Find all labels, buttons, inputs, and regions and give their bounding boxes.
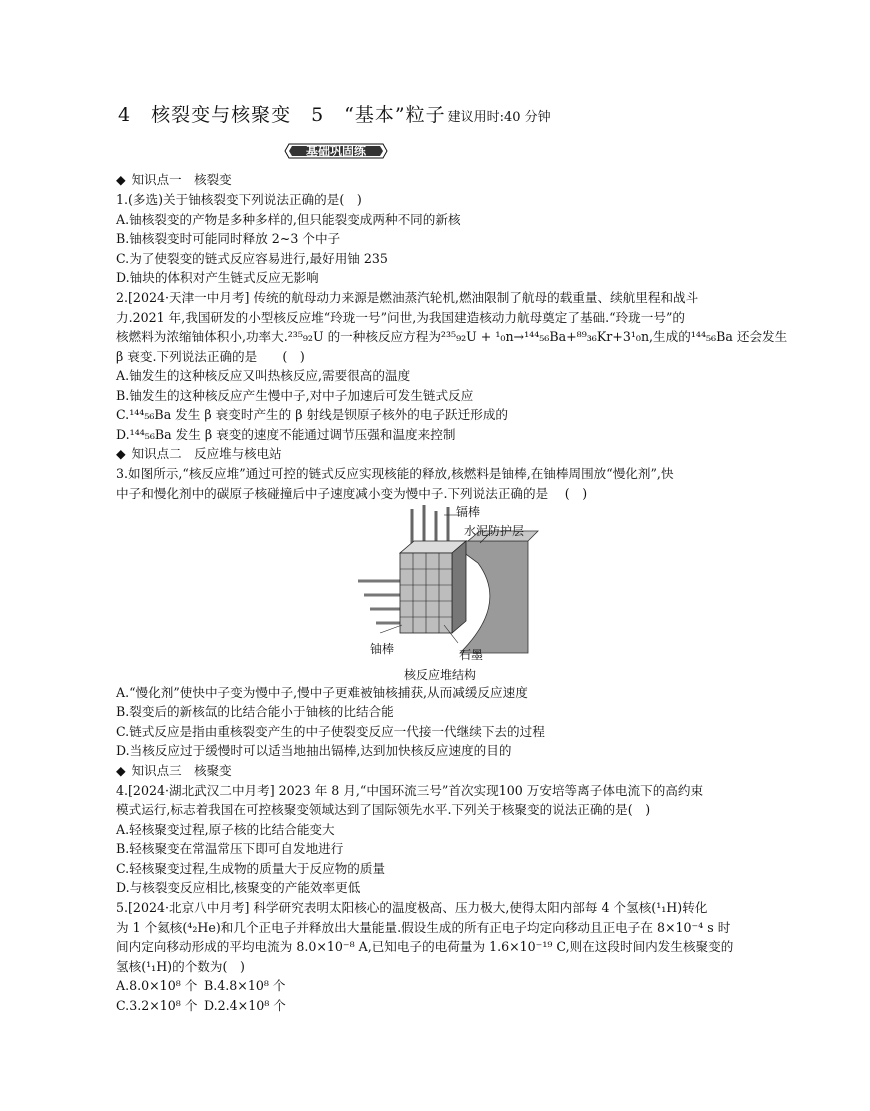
banner-basic-practice xyxy=(283,140,389,162)
q4-line-2: 模式运行,标志着我国在可控核聚变领域达到了国际领先水平.下列关于核聚变的说法正确的是( ) xyxy=(116,802,651,817)
q2-option-d: D.¹⁴⁴₅₆Ba 发生 β 衰变的速度不能通过调节压强和温度来控制 xyxy=(116,427,456,442)
q1-option-c: C.为了使裂变的链式反应容易进行,最好用铀 235 xyxy=(116,251,388,266)
q2-line-3: 核燃料为浓缩铀体积小,功率大.²³⁵₉₂U 的一种核反应方程为²³⁵₉₂U + ¹₀n→¹⁴⁴₅₆Ba+⁸⁹₃₆Kr+3¹₀n,生成的¹⁴⁴₅₆Ba 还会发生 xyxy=(116,329,788,344)
q5-options-row-2 xyxy=(116,996,286,1016)
section-heading: ◆ 知识点二 反应堆与核电站 xyxy=(116,444,282,464)
q4-option-c: C.轻核聚变过程,生成物的质量大于反应物的质量 xyxy=(116,861,386,876)
q2-option-c: C.¹⁴⁴₅₆Ba 发生 β 衰变时产生的 β 射线是钡原子核外的电子跃迁形成的 xyxy=(116,407,509,422)
diamond-icon: ◆ xyxy=(116,446,126,461)
uranium-rods xyxy=(358,581,400,623)
q1-option-a: A.铀核裂变的产物是多种多样的,但只能裂变成两种不同的新核 xyxy=(116,212,461,227)
time-hint: 建议用时:40 分钟 xyxy=(447,110,551,125)
q4-option-a: A.轻核聚变过程,原子核的比结合能变大 xyxy=(116,822,335,837)
q4-line-1: 4.[2024·湖北武汉二中月考] 2023 年 8 月,“中国环流三号”首次实现100 万安培等离子体电流下的高约束 xyxy=(116,783,704,798)
q2-option-b: B.铀发生的这种核反应产生慢中子,对中子加速后可发生链式反应 xyxy=(116,388,474,403)
q2-line-4: β 衰变.下列说法正确的是 ( ) xyxy=(116,349,305,364)
q3-line-2: 中子和慢化剂中的碳原子核碰撞后中子速度减小变为慢中子.下列说法正确的是 ( ) xyxy=(116,486,588,501)
q5-option-a: A.8.0×10⁸ 个 xyxy=(116,978,198,993)
q4-option-b: B.轻核聚变在常温常压下即可自发地进行 xyxy=(116,841,344,856)
q5-option-c: C.3.2×10⁸ 个 xyxy=(116,998,198,1013)
q3-option-d: D.当核反应过于缓慢时可以适当地抽出镉棒,达到加快核反应速度的目的 xyxy=(116,743,512,758)
q2-line-2: 力.2021 年,我国研发的小型核反应堆“玲珑一号”问世,为我国建造核动力航母奠定了基础.“玲珑一号”的 xyxy=(116,310,685,325)
label-cadmium-rod: 镉棒 xyxy=(456,505,481,519)
q5-option-b: B.4.8×10⁸ 个 xyxy=(204,978,286,993)
q5-line-3: 间内定向移动形成的平均电流为 8.0×10⁻⁸ A,已知电子的电荷量为 1.6×10⁻¹⁹ C,则在这段时间内发生核聚变的 xyxy=(116,939,734,954)
q1-stem: 1.(多选)关于铀核裂变下列说法正确的是( ) xyxy=(116,192,362,207)
diamond-icon: ◆ xyxy=(116,172,126,187)
section-heading: ◆ 知识点一 核裂变 xyxy=(116,170,232,190)
figure-caption: 核反应堆结构 xyxy=(404,668,477,682)
q2-line-1: 2.[2024·天津一中月考] 传统的航母动力来源是燃油蒸汽轮机,燃油限制了航母的载重量、续航里程和战斗 xyxy=(116,290,699,305)
q1-option-b: B.铀核裂变时可能同时释放 2~3 个中子 xyxy=(116,231,341,246)
diamond-icon: ◆ xyxy=(116,763,126,778)
q3-option-c: C.链式反应是指由重核裂变产生的中子使裂变反应一代接一代继续下去的过程 xyxy=(116,724,545,739)
header xyxy=(118,100,551,127)
label-uranium-rod: 铀棒 xyxy=(370,642,395,656)
q5-line-1: 5.[2024·北京八中月考] 科学研究表明太阳核心的温度极高、压力极大,使得太阳内部每 4 个氢核(¹₁H)转化 xyxy=(116,900,708,915)
section-heading: ◆ 知识点三 核聚变 xyxy=(116,761,232,781)
q5-options-row-1 xyxy=(116,976,286,996)
q5-line-4: 氢核(¹₁H)的个数为( ) xyxy=(116,959,245,974)
label-concrete-layer: 水泥防护层 xyxy=(464,524,525,538)
q3-option-b: B.裂变后的新核氙的比结合能小于铀核的比结合能 xyxy=(116,704,394,719)
q3-line-1: 3.如图所示,“核反应堆”通过可控的链式反应实现核能的释放,核燃料是铀棒,在铀棒周围放“慢化剂”,快 xyxy=(116,466,674,481)
q5-option-d: D.2.4×10⁸ 个 xyxy=(204,998,286,1013)
q1-option-d: D.铀块的体积对产生链式反应无影响 xyxy=(116,270,319,285)
page-title: 4 核裂变与核聚变 5 “基本”粒子 xyxy=(118,104,446,126)
q3-option-a: A.“慢化剂”使快中子变为慢中子,慢中子更难被铀核捕获,从而减缓反应速度 xyxy=(116,685,528,700)
q5-line-2: 为 1 个氦核(⁴₂He)和几个正电子并释放出大量能量.假设生成的所有正电子均定向移动且正电子在 8×10⁻⁴ s 时 xyxy=(116,920,731,935)
label-graphite: 石墨 xyxy=(459,648,484,662)
banner-text: 基础巩固练 xyxy=(305,144,367,158)
q4-option-d: D.与核裂变反应相比,核聚变的产能效率更低 xyxy=(116,880,361,895)
q2-option-a: A.铀发生的这种核反应又叫热核反应,需要很高的温度 xyxy=(116,368,411,383)
